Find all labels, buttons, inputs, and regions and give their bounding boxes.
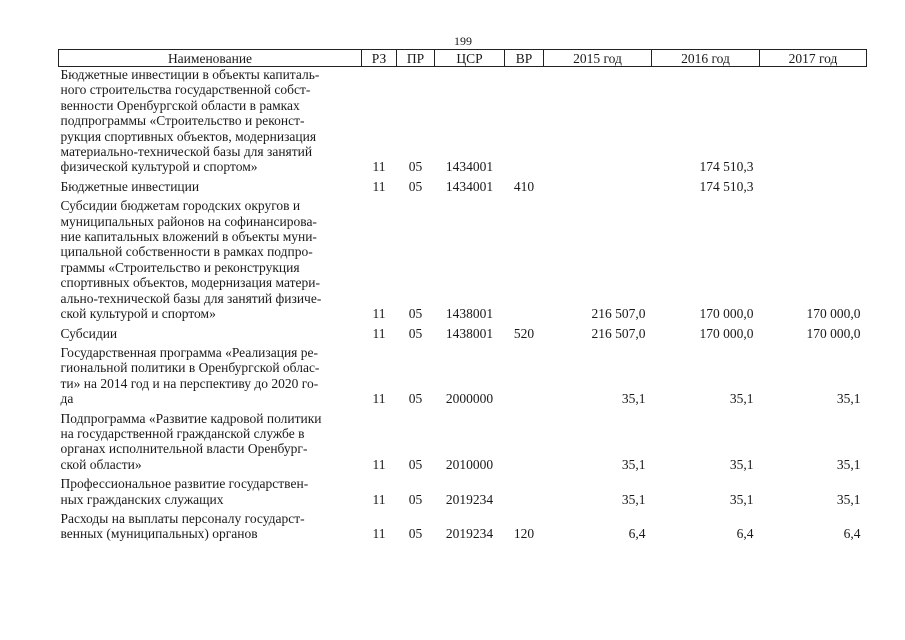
- row-name-line: ально-технической базы для занятий физиче-: [60, 290, 322, 306]
- table-row: [59, 508, 867, 543]
- row-rz: 11: [372, 306, 386, 322]
- row-rz: 11: [372, 391, 386, 407]
- row-2015: 35,1: [621, 491, 646, 507]
- table-row: [59, 342, 867, 408]
- row-name: [59, 473, 362, 508]
- row-rz: 11: [372, 178, 386, 194]
- table-row: [59, 408, 867, 474]
- row-name-line: Бюджетные инвестиции в объекты капиталь-: [60, 67, 320, 82]
- row-name-line: ской области»: [60, 456, 142, 472]
- row-pr: 05: [408, 491, 423, 507]
- row-name-line: Профессиональное развитие государствен-: [60, 476, 309, 492]
- row-name-line: на государственной гражданской службе в: [60, 425, 305, 441]
- row-2017: 170 000,0: [806, 306, 861, 322]
- row-pr: 05: [408, 178, 423, 194]
- row-csr: 1438001: [445, 325, 494, 341]
- table-row: [59, 195, 867, 322]
- row-2015: [544, 67, 652, 176]
- row-name-line: Расходы на выплаты персоналу государст-: [60, 510, 305, 526]
- row-name-line: подпрограммы «Строительство и реконст-: [60, 113, 305, 129]
- row-csr: 2010000: [445, 456, 494, 472]
- row-name: [59, 323, 362, 342]
- row-2017: [760, 67, 867, 176]
- page-number: 199: [454, 34, 472, 48]
- row-name: [59, 342, 362, 408]
- row-name-line: Бюджетные инвестиции: [60, 178, 200, 194]
- row-vr: 410: [513, 178, 535, 194]
- row-vr: 120: [513, 526, 535, 542]
- row-2015: 216 507,0: [591, 306, 646, 322]
- row-name-line: ской культурой и спортом»: [60, 306, 216, 322]
- row-pr: 05: [408, 306, 423, 322]
- row-pr: 05: [408, 325, 423, 341]
- header-pr: ПР: [397, 50, 435, 67]
- row-2016: 35,1: [729, 491, 754, 507]
- row-name-line: Государственная программа «Реализация ре-: [60, 344, 319, 360]
- row-name-line: материально-технической базы для занятий: [60, 144, 313, 160]
- row-2016: 174 510,3: [699, 159, 754, 175]
- row-rz: 11: [372, 456, 386, 472]
- row-2015: 6,4: [628, 526, 646, 542]
- row-name-line: ние капитальных вложений в объекты муни-: [60, 229, 317, 245]
- row-rz: 11: [372, 159, 386, 175]
- row-csr: 1434001: [445, 178, 494, 194]
- row-name-line: Подпрограмма «Развитие кадровой политики: [60, 410, 322, 426]
- row-name: [59, 508, 362, 543]
- row-vr: [505, 195, 544, 322]
- row-2016: 170 000,0: [699, 306, 754, 322]
- row-2015: 35,1: [621, 456, 646, 472]
- row-2015: 216 507,0: [591, 325, 646, 341]
- header-2015: 2015 год: [544, 50, 652, 67]
- header-2017: 2017 год: [760, 50, 867, 67]
- header-csr: ЦСР: [435, 50, 505, 67]
- row-2016: 35,1: [729, 456, 754, 472]
- row-2016: 170 000,0: [699, 325, 754, 341]
- row-name: [59, 195, 362, 322]
- table-row: [59, 323, 867, 342]
- row-name-line: муниципальных районов на софинансирова-: [60, 213, 317, 229]
- row-name-line: граммы «Строительство и реконструкция: [60, 259, 300, 275]
- row-pr: 05: [408, 391, 423, 407]
- row-name-line: венности Оренбургской области в рамках: [60, 97, 300, 113]
- row-name: [59, 408, 362, 474]
- row-name-line: спортивных объектов, модернизация матери-: [60, 275, 320, 291]
- row-name-line: ципальной собственности в рамках подпро-: [60, 244, 313, 260]
- budget-table: [58, 49, 867, 543]
- header-name: Наименование: [59, 50, 362, 67]
- header-vr: ВР: [505, 50, 544, 67]
- row-name: [59, 176, 362, 195]
- row-2015: [544, 176, 652, 195]
- row-vr: [505, 473, 544, 508]
- row-2017: [760, 176, 867, 195]
- row-name-line: ти» на 2014 год и на перспективу до 2020 го-: [60, 375, 319, 391]
- row-2016: 174 510,3: [699, 178, 754, 194]
- table-header-row: [59, 50, 867, 67]
- table-row: [59, 473, 867, 508]
- row-2017: 6,4: [843, 526, 861, 542]
- row-name-line: Субсидии: [60, 325, 118, 341]
- row-name-line: да: [60, 391, 74, 407]
- header-2016: 2016 год: [652, 50, 760, 67]
- row-name-line: органах исполнительной власти Оренбург-: [60, 441, 308, 457]
- row-2016: 6,4: [736, 526, 754, 542]
- row-name-line: венных (муниципальных) органов: [60, 526, 258, 542]
- header-rz: РЗ: [362, 50, 397, 67]
- row-csr: 1438001: [445, 306, 494, 322]
- row-2017: 35,1: [836, 456, 861, 472]
- row-vr: 520: [513, 325, 535, 341]
- row-name-line: Субсидии бюджетам городских округов и: [60, 198, 301, 214]
- row-rz: 11: [372, 325, 386, 341]
- row-name-line: физической культурой и спортом»: [60, 159, 258, 175]
- row-csr: 1434001: [445, 159, 494, 175]
- row-name-line: ных гражданских служащих: [60, 491, 224, 507]
- row-vr: [505, 342, 544, 408]
- row-2016: 35,1: [729, 391, 754, 407]
- row-name: [59, 67, 362, 176]
- table-row: [59, 67, 867, 176]
- table-row: [59, 176, 867, 195]
- row-2017: 170 000,0: [806, 325, 861, 341]
- row-vr: [505, 67, 544, 176]
- row-rz: 11: [372, 526, 386, 542]
- row-pr: 05: [408, 456, 423, 472]
- row-csr: 2000000: [445, 391, 494, 407]
- row-csr: 2019234: [445, 491, 494, 507]
- row-csr: 2019234: [445, 526, 494, 542]
- row-pr: 05: [408, 159, 423, 175]
- row-2015: 35,1: [621, 391, 646, 407]
- row-name-line: рукция спортивных объектов, модернизация: [60, 128, 317, 144]
- row-name-line: гиональной политики в Оренбургской облас-: [60, 360, 320, 376]
- row-2017: 35,1: [836, 391, 861, 407]
- row-name-line: ного строительства государственной собст-: [60, 82, 311, 98]
- row-rz: 11: [372, 491, 386, 507]
- row-pr: 05: [408, 526, 423, 542]
- row-vr: [505, 408, 544, 474]
- row-2017: 35,1: [836, 491, 861, 507]
